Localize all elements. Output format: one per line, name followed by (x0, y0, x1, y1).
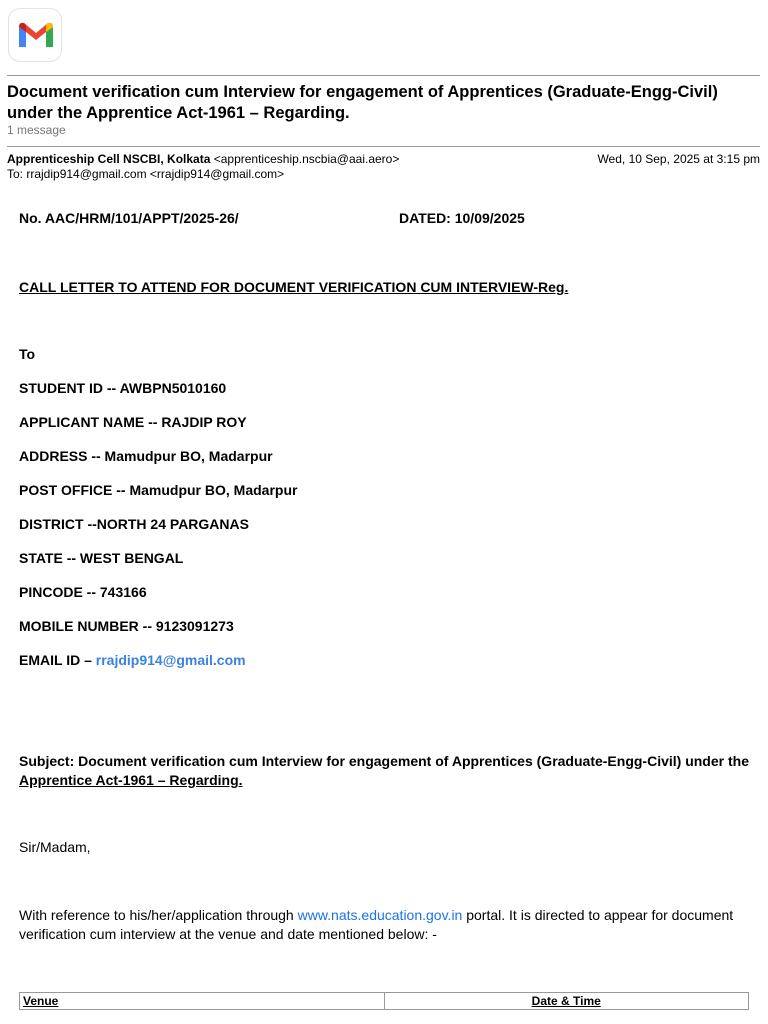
sender-email: <apprenticeship.nscbia@aai.aero> (213, 152, 400, 166)
field-email-id (19, 652, 246, 668)
letter-subject-underlined: Apprentice Act-1961 – Regarding. (19, 772, 243, 788)
field-pincode: PINCODE -- 743166 (19, 584, 147, 600)
field-post-office: POST OFFICE -- Mamudpur BO, Madarpur (19, 482, 298, 498)
salutation: Sir/Madam, (19, 839, 91, 855)
email-subject-title: Document verification cum Interview for engagement of Apprentices (Graduate-Engg-Civil) under the Apprentice Act-1961 – Regarding. (7, 83, 718, 122)
recipient-line: To: rrajdip914@gmail.com <rrajdip914@gmail.com> (7, 167, 285, 181)
field-student-id: STUDENT ID -- AWBPN5010160 (19, 380, 227, 396)
gmail-icon (17, 21, 55, 49)
email-date: Wed, 10 Sep, 2025 at 3:15 pm (597, 152, 760, 166)
field-mobile-number: MOBILE NUMBER -- 9123091273 (19, 618, 234, 634)
nats-portal-link[interactable]: www.nats.education.gov.in (297, 907, 463, 923)
letter-subject-text: Subject: Document verification cum Interview for engagement of Apprentices (Graduate-Engg-Civil) under the (19, 753, 749, 769)
reference-number: No. AAC/HRM/101/APPT/2025-26/ (19, 210, 239, 226)
table-header-row (20, 993, 749, 1010)
field-address: ADDRESS -- Mamudpur BO, Madarpur (19, 448, 273, 464)
paragraph-text-end: portal. It is directed to appear for document verification cum interview at the venue and date mentioned below: - (19, 907, 734, 942)
venue-table (19, 992, 749, 1010)
letter-subject (19, 752, 749, 790)
to-label: To (19, 346, 36, 362)
sender-name: Apprenticeship Cell NSCBI, Kolkata (7, 152, 211, 166)
email-id-label: EMAIL ID – (19, 652, 96, 668)
field-applicant-name: APPLICANT NAME -- RAJDIP ROY (19, 414, 247, 430)
reference-paragraph (19, 906, 754, 944)
field-district: DISTRICT --NORTH 24 PARGANAS (19, 516, 249, 532)
message-count: 1 message (7, 123, 66, 137)
email-id-link[interactable]: rrajdip914@gmail.com (95, 652, 246, 668)
letter-date: DATED: 10/09/2025 (399, 210, 525, 226)
field-state: STATE -- WEST BENGAL (19, 550, 184, 566)
date-time-column-header: Date & Time (384, 993, 749, 1010)
header-divider (7, 75, 760, 76)
sender-line (7, 152, 399, 166)
gmail-logo (8, 8, 62, 62)
thread-divider (7, 146, 760, 147)
venue-column-header: Venue (20, 993, 385, 1010)
call-letter-heading: CALL LETTER TO ATTEND FOR DOCUMENT VERIFICATION CUM INTERVIEW-Reg. (19, 279, 569, 295)
paragraph-text-start: With reference to his/her/application through (19, 907, 298, 923)
